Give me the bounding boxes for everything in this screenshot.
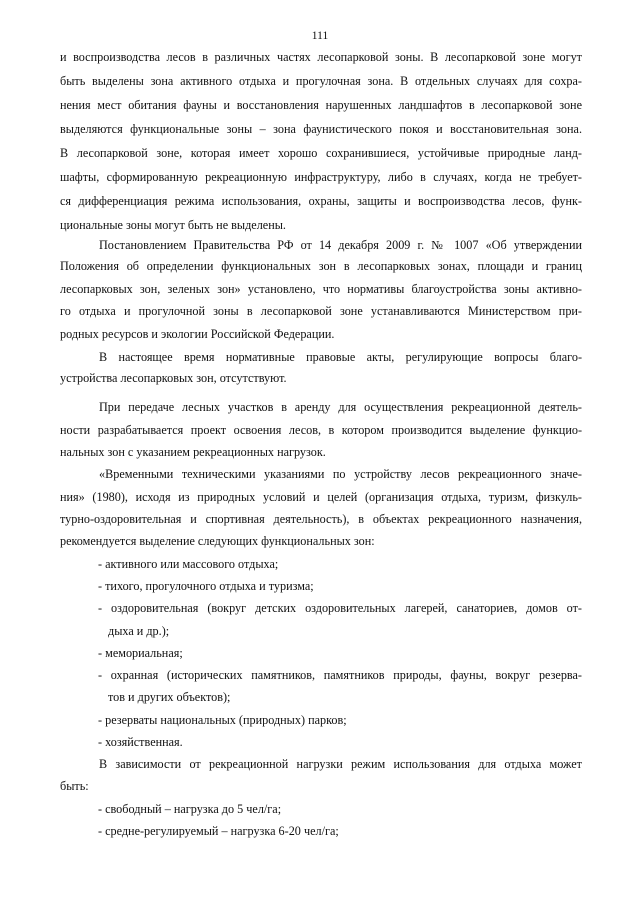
text-line: В настоящее время нормативные правовые акты, регулирующие вопросы благо- (99, 350, 582, 364)
text-line: го отдыха и прогулочной зоны в лесопарковой зоне устанавливаются Министерством при- (60, 304, 582, 318)
list-item: - мемориальная; (98, 646, 183, 660)
text-line: шафты, сформированную рекреационную инфраструктуру, либо в случаях, когда не требует- (60, 170, 582, 184)
list-item: - оздоровительная (вокруг детских оздоровительных лагерей, санаториев, домов от- (98, 601, 582, 615)
text-line: быть выделены зона активного отдыха и прогулочная зона. В отдельных случаях для сохра- (60, 74, 582, 88)
list-item-continuation: дыха и др.); (108, 624, 170, 638)
text-line: Постановлением Правительства РФ от 14 декабря 2009 г. № 1007 «Об утверждении (99, 238, 582, 252)
list-item: - резерваты национальных (природных) парков; (98, 713, 347, 727)
list-item: - свободный – нагрузка до 5 чел/га; (98, 802, 282, 816)
page-number: 111 (311, 30, 329, 42)
text-line: ся дифференциация режима использования, охраны, защиты и воспроизводства лесов, функ- (60, 194, 582, 208)
text-line: В лесопарковой зоне, которая имеет хорошо сохранившиеся, устойчивые природные ланд- (60, 146, 582, 160)
text-line: лесопарковых зон, зеленых зон» установлено, что нормативы благоустройства зоны активно- (60, 282, 582, 296)
text-line: родных ресурсов и экологии Российской Федерации. (60, 327, 335, 341)
list-item: - активного или массового отдыха; (98, 557, 279, 571)
text-line: устройства лесопарковых зон, отсутствуют. (60, 371, 287, 385)
text-line: При передаче лесных участков в аренду для осуществления рекреационной деятель- (99, 400, 582, 414)
text-line: ния» (1980), исходя из природных условий и целей (организация отдыха, туризм, физкуль- (60, 490, 582, 504)
list-item: - охранная (исторических памятников, памятников природы, фауны, вокруг резерва- (98, 668, 582, 682)
list-item-continuation: тов и других объектов); (108, 690, 231, 704)
list-item: - тихого, прогулочного отдыха и туризма; (98, 579, 314, 593)
text-line: и воспроизводства лесов в различных частях лесопарковой зоны. В лесопарковой зоне могут (60, 50, 582, 64)
text-line: Положения об определении функциональных зон в лесопарковых зонах, площади и границ (60, 259, 582, 273)
text-line: «Временными техническими указаниями по устройству лесов рекреационного значе- (99, 467, 582, 481)
list-item: - хозяйственная. (98, 735, 183, 749)
text-line: рекомендуется выделение следующих функциональных зон: (60, 534, 375, 548)
list-item: - средне-регулируемый – нагрузка 6-20 чел/га; (98, 824, 339, 838)
text-line: нения мест обитания фауны и восстановления нарушенных ландшафтов в лесопарковой зоне (60, 98, 582, 112)
text-line: быть: (60, 779, 89, 793)
text-line: нальных зон с указанием рекреационных нагрузок. (60, 445, 326, 459)
text-line: В зависимости от рекреационной нагрузки режим использования для отдыха может (99, 757, 582, 771)
text-line: ности разрабатывается проект освоения лесов, в котором производится выделение функцио- (60, 423, 582, 437)
text-line: выделяются функциональные зоны – зона фаунистического покоя и восстановительная зона. (60, 122, 582, 136)
text-line: циональные зоны могут быть не выделены. (60, 218, 286, 232)
text-line: турно-оздоровительная и спортивная деятельность), в объектах рекреационного назначения, (60, 512, 582, 526)
